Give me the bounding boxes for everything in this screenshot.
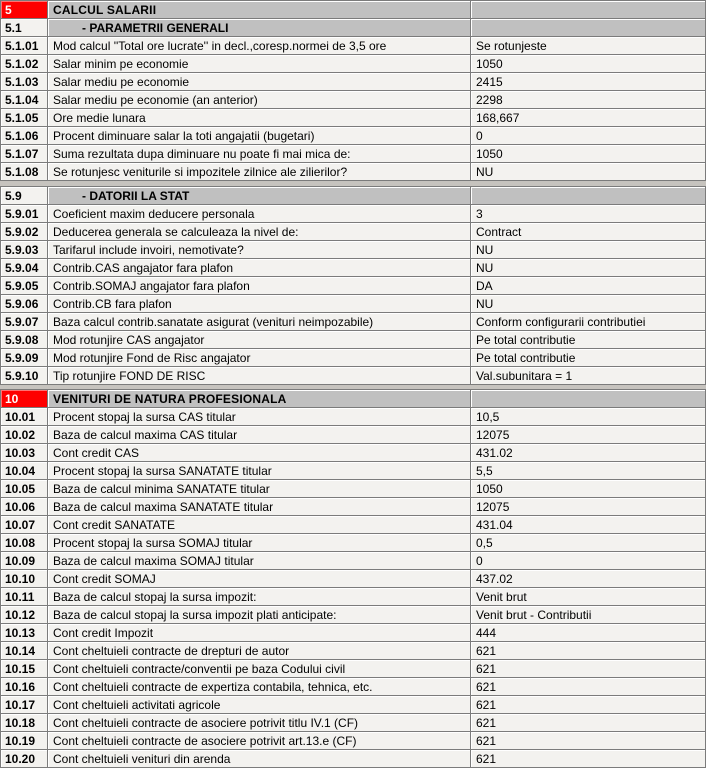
row-description: Contrib.CB fara plafon bbox=[47, 294, 470, 312]
row-value[interactable]: NU bbox=[470, 294, 706, 312]
table-row[interactable] bbox=[0, 713, 706, 731]
row-value[interactable]: 621 bbox=[470, 677, 706, 695]
row-description: Cont cheltuieli contracte de asociere potrivit art.13.e (CF) bbox=[47, 731, 470, 749]
row-value bbox=[470, 18, 706, 36]
row-description: Suma rezultata dupa diminuare nu poate fi mai mica de: bbox=[47, 144, 470, 162]
row-description: - PARAMETRII GENERALI bbox=[47, 18, 470, 36]
table-row[interactable] bbox=[0, 605, 706, 623]
row-value[interactable]: 0 bbox=[470, 551, 706, 569]
row-value[interactable]: Conform configurarii contributiei bbox=[470, 312, 706, 330]
row-code: 10.12 bbox=[0, 605, 47, 623]
row-description: Baza calcul contrib.sanatate asigurat (venituri neimpozabile) bbox=[47, 312, 470, 330]
row-value[interactable]: 1050 bbox=[470, 479, 706, 497]
row-description: Se rotunjesc veniturile si impozitele zilnice ale zilierilor? bbox=[47, 162, 470, 180]
table-row[interactable] bbox=[0, 90, 706, 108]
table-row[interactable] bbox=[0, 144, 706, 162]
row-code: 5.1.04 bbox=[0, 90, 47, 108]
row-code: 10.17 bbox=[0, 695, 47, 713]
row-value bbox=[470, 186, 706, 204]
row-value[interactable]: 431.04 bbox=[470, 515, 706, 533]
row-code: 5.9.09 bbox=[0, 348, 47, 366]
table-row[interactable] bbox=[0, 461, 706, 479]
table-row[interactable] bbox=[0, 659, 706, 677]
section-subheader-row bbox=[0, 18, 706, 36]
row-description: Salar minim pe economie bbox=[47, 54, 470, 72]
row-value[interactable]: 0 bbox=[470, 126, 706, 144]
row-value[interactable]: Val.subunitara = 1 bbox=[470, 366, 706, 384]
row-value[interactable]: 2415 bbox=[470, 72, 706, 90]
row-value[interactable]: Venit brut - Contributii bbox=[470, 605, 706, 623]
row-value[interactable]: 12075 bbox=[470, 425, 706, 443]
table-row[interactable] bbox=[0, 108, 706, 126]
row-description: Cont cheltuieli venituri din arenda bbox=[47, 749, 470, 767]
row-code: 5.1.03 bbox=[0, 72, 47, 90]
row-description: Procent stopaj la sursa SANATATE titular bbox=[47, 461, 470, 479]
row-code: 5.1.07 bbox=[0, 144, 47, 162]
row-description: Baza de calcul minima SANATATE titular bbox=[47, 479, 470, 497]
row-code: 10.10 bbox=[0, 569, 47, 587]
row-description: Ore medie lunara bbox=[47, 108, 470, 126]
row-description: Baza de calcul stopaj la sursa impozit plati anticipate: bbox=[47, 605, 470, 623]
row-code: 5.9.10 bbox=[0, 366, 47, 384]
row-code: 10.11 bbox=[0, 587, 47, 605]
row-code: 5.9.07 bbox=[0, 312, 47, 330]
row-description: Cont cheltuieli contracte de expertiza contabila, tehnica, etc. bbox=[47, 677, 470, 695]
row-value[interactable]: DA bbox=[470, 276, 706, 294]
row-value[interactable]: Pe total contributie bbox=[470, 330, 706, 348]
row-description: VENITURI DE NATURA PROFESIONALA bbox=[47, 389, 470, 407]
table-row[interactable] bbox=[0, 731, 706, 749]
row-value[interactable]: 431.02 bbox=[470, 443, 706, 461]
table-row[interactable] bbox=[0, 72, 706, 90]
row-value[interactable]: Venit brut bbox=[470, 587, 706, 605]
row-code: 5.9.08 bbox=[0, 330, 47, 348]
row-description: Cont cheltuieli activitati agricole bbox=[47, 695, 470, 713]
row-value[interactable]: 621 bbox=[470, 749, 706, 767]
row-description: Mod calcul ''Total ore lucrate'' in decl.,coresp.normei de 3,5 ore bbox=[47, 36, 470, 54]
row-value[interactable]: 0,5 bbox=[470, 533, 706, 551]
table-row[interactable] bbox=[0, 36, 706, 54]
row-value[interactable]: NU bbox=[470, 162, 706, 180]
row-description: Cont credit SANATATE bbox=[47, 515, 470, 533]
row-code: 10.01 bbox=[0, 407, 47, 425]
row-code: 10.19 bbox=[0, 731, 47, 749]
row-code: 5.1 bbox=[0, 18, 47, 36]
row-code: 10.05 bbox=[0, 479, 47, 497]
section-header-row bbox=[0, 0, 706, 18]
row-code: 5.9.02 bbox=[0, 222, 47, 240]
row-code: 5.1.01 bbox=[0, 36, 47, 54]
row-value[interactable]: 621 bbox=[470, 713, 706, 731]
row-description: - DATORII LA STAT bbox=[47, 186, 470, 204]
table-row[interactable] bbox=[0, 425, 706, 443]
table-row[interactable] bbox=[0, 515, 706, 533]
row-code: 5.1.02 bbox=[0, 54, 47, 72]
row-description: Procent stopaj la sursa SOMAJ titular bbox=[47, 533, 470, 551]
row-code: 5.9.06 bbox=[0, 294, 47, 312]
row-code: 10.15 bbox=[0, 659, 47, 677]
row-description: Cont credit SOMAJ bbox=[47, 569, 470, 587]
table-row[interactable] bbox=[0, 294, 706, 312]
section-subheader-row bbox=[0, 186, 706, 204]
table-row[interactable] bbox=[0, 204, 706, 222]
row-description: Coeficient maxim deducere personala bbox=[47, 204, 470, 222]
table-row[interactable] bbox=[0, 497, 706, 515]
row-description: Cont cheltuieli contracte/conventii pe baza Codului civil bbox=[47, 659, 470, 677]
row-description: Cont cheltuieli contracte de asociere potrivit titlu IV.1 (CF) bbox=[47, 713, 470, 731]
table-row[interactable] bbox=[0, 587, 706, 605]
table-row[interactable] bbox=[0, 366, 706, 384]
row-description: Procent stopaj la sursa CAS titular bbox=[47, 407, 470, 425]
row-code: 10.08 bbox=[0, 533, 47, 551]
row-code: 5.9.01 bbox=[0, 204, 47, 222]
table-row[interactable] bbox=[0, 443, 706, 461]
row-description: Mod rotunjire Fond de Risc angajator bbox=[47, 348, 470, 366]
row-code: 5.1.06 bbox=[0, 126, 47, 144]
table-row[interactable] bbox=[0, 623, 706, 641]
row-code: 10.07 bbox=[0, 515, 47, 533]
row-description: Salar mediu pe economie bbox=[47, 72, 470, 90]
row-description: Tarifarul include invoiri, nemotivate? bbox=[47, 240, 470, 258]
row-code: 10.02 bbox=[0, 425, 47, 443]
row-code: 10.03 bbox=[0, 443, 47, 461]
table-row[interactable] bbox=[0, 240, 706, 258]
row-value[interactable]: NU bbox=[470, 258, 706, 276]
table-row[interactable] bbox=[0, 126, 706, 144]
row-value[interactable]: 1050 bbox=[470, 54, 706, 72]
section-block bbox=[0, 389, 706, 768]
row-code: 5.1.05 bbox=[0, 108, 47, 126]
table-row[interactable] bbox=[0, 222, 706, 240]
row-value[interactable]: 168,667 bbox=[470, 108, 706, 126]
table-row[interactable] bbox=[0, 569, 706, 587]
row-code: 10.14 bbox=[0, 641, 47, 659]
table-row[interactable] bbox=[0, 348, 706, 366]
row-value bbox=[470, 0, 706, 18]
row-description: Tip rotunjire FOND DE RISC bbox=[47, 366, 470, 384]
table-row[interactable] bbox=[0, 330, 706, 348]
row-value[interactable]: 12075 bbox=[470, 497, 706, 515]
row-value[interactable]: 621 bbox=[470, 659, 706, 677]
table-row[interactable] bbox=[0, 162, 706, 180]
row-description: Deducerea generala se calculeaza la nivel de: bbox=[47, 222, 470, 240]
row-description: Cont credit Impozit bbox=[47, 623, 470, 641]
row-description: Baza de calcul maxima SOMAJ titular bbox=[47, 551, 470, 569]
row-code: 5.9.03 bbox=[0, 240, 47, 258]
row-value[interactable]: NU bbox=[470, 240, 706, 258]
section-header-row bbox=[0, 389, 706, 407]
row-code: 10.04 bbox=[0, 461, 47, 479]
row-value[interactable]: 2298 bbox=[470, 90, 706, 108]
row-value[interactable]: 621 bbox=[470, 641, 706, 659]
row-value[interactable]: 5,5 bbox=[470, 461, 706, 479]
row-code: 10.18 bbox=[0, 713, 47, 731]
row-code: 5 bbox=[0, 0, 47, 18]
row-code: 5.9.05 bbox=[0, 276, 47, 294]
row-value[interactable]: 437.02 bbox=[470, 569, 706, 587]
row-code: 10.20 bbox=[0, 749, 47, 767]
row-description: Cont credit CAS bbox=[47, 443, 470, 461]
row-description: Mod rotunjire CAS angajator bbox=[47, 330, 470, 348]
row-description: Contrib.CAS angajator fara plafon bbox=[47, 258, 470, 276]
row-value[interactable]: 1050 bbox=[470, 144, 706, 162]
row-value[interactable]: 621 bbox=[470, 731, 706, 749]
table-row[interactable] bbox=[0, 641, 706, 659]
row-description: Baza de calcul stopaj la sursa impozit: bbox=[47, 587, 470, 605]
row-description: Procent diminuare salar la toti angajatii (bugetari) bbox=[47, 126, 470, 144]
row-value[interactable]: 10,5 bbox=[470, 407, 706, 425]
row-description: Salar mediu pe economie (an anterior) bbox=[47, 90, 470, 108]
row-value[interactable]: 621 bbox=[470, 695, 706, 713]
table-row[interactable] bbox=[0, 276, 706, 294]
row-code: 10.16 bbox=[0, 677, 47, 695]
row-description: Baza de calcul maxima CAS titular bbox=[47, 425, 470, 443]
row-code: 10.06 bbox=[0, 497, 47, 515]
row-description: Cont cheltuieli contracte de drepturi de autor bbox=[47, 641, 470, 659]
section-block bbox=[0, 0, 706, 181]
table-row[interactable] bbox=[0, 479, 706, 497]
row-value[interactable]: Contract bbox=[470, 222, 706, 240]
row-value[interactable]: 3 bbox=[470, 204, 706, 222]
table-row[interactable] bbox=[0, 407, 706, 425]
section-block bbox=[0, 186, 706, 385]
row-code: 5.1.08 bbox=[0, 162, 47, 180]
row-description: Baza de calcul maxima SANATATE titular bbox=[47, 497, 470, 515]
row-code: 5.9.04 bbox=[0, 258, 47, 276]
row-description: Contrib.SOMAJ angajator fara plafon bbox=[47, 276, 470, 294]
table-row[interactable] bbox=[0, 695, 706, 713]
row-value[interactable]: Se rotunjeste bbox=[470, 36, 706, 54]
row-code: 5.9 bbox=[0, 186, 47, 204]
table-row[interactable] bbox=[0, 54, 706, 72]
row-value bbox=[470, 389, 706, 407]
table-row[interactable] bbox=[0, 533, 706, 551]
table-row[interactable] bbox=[0, 551, 706, 569]
table-row[interactable] bbox=[0, 258, 706, 276]
row-description: CALCUL SALARII bbox=[47, 0, 470, 18]
table-row[interactable] bbox=[0, 312, 706, 330]
table-row[interactable] bbox=[0, 677, 706, 695]
row-code: 10.09 bbox=[0, 551, 47, 569]
row-code: 10 bbox=[0, 389, 47, 407]
row-value[interactable]: Pe total contributie bbox=[470, 348, 706, 366]
row-code: 10.13 bbox=[0, 623, 47, 641]
row-value[interactable]: 444 bbox=[470, 623, 706, 641]
table-row[interactable] bbox=[0, 749, 706, 767]
